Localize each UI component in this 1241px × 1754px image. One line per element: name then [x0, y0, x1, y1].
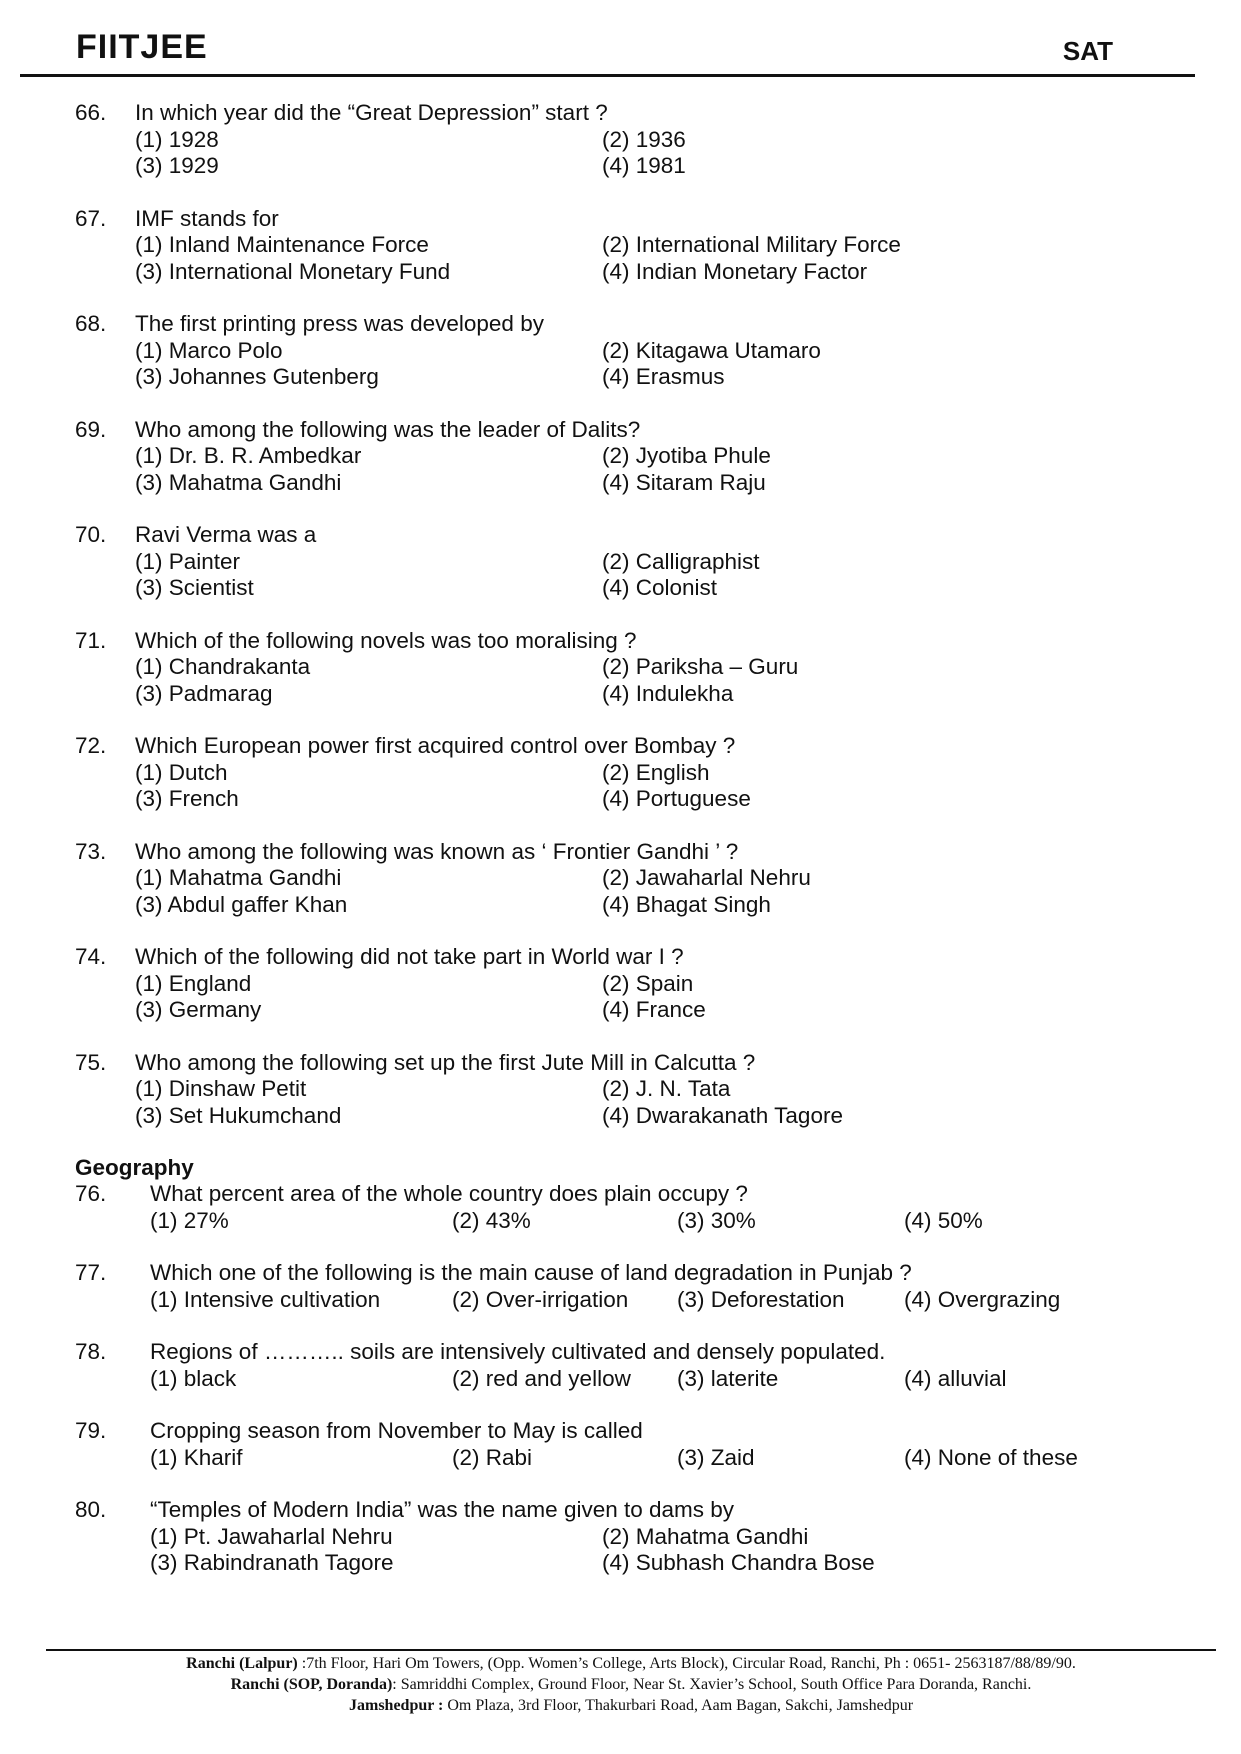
- question-text: Who among the following was known as ‘ Frontier Gandhi ’ ?: [135, 838, 739, 864]
- options-grid: [135, 1076, 1175, 1129]
- question-item: [75, 733, 1175, 813]
- question-text: Which of the following did not take part in World war I ?: [135, 944, 684, 969]
- question-line: [75, 839, 1175, 866]
- brand-logo: FIITJEE: [76, 28, 208, 66]
- question-text: The first printing press was developed by: [135, 311, 544, 336]
- answer-option: (1) 27%: [150, 1207, 229, 1233]
- answer-option: (3) French: [135, 786, 239, 811]
- question-item: [75, 1260, 1175, 1313]
- answer-option: (2) Over-irrigation: [452, 1286, 629, 1312]
- question-line: [75, 1260, 1175, 1287]
- question-number: 67.: [75, 205, 107, 231]
- footer-line: [46, 1674, 1216, 1695]
- answer-option: (2) Mahatma Gandhi: [602, 1523, 809, 1549]
- question-number: 72.: [75, 733, 107, 758]
- options-grid: [150, 1366, 1175, 1393]
- answer-option: (1) England: [135, 970, 252, 996]
- answer-option: (3) laterite: [677, 1365, 779, 1391]
- question-item: [75, 839, 1175, 919]
- answer-option: (3) Germany: [135, 997, 262, 1022]
- answer-option: (4) Overgrazing: [904, 1286, 1061, 1312]
- answer-option: (2) Rabi: [452, 1444, 533, 1470]
- question-text: What percent area of the whole country does plain occupy ?: [150, 1181, 748, 1206]
- question-text: Which of the following novels was too moralising ?: [135, 627, 637, 653]
- options-grid: [135, 654, 1175, 707]
- question-line: [75, 417, 1175, 444]
- options-grid: [150, 1287, 1175, 1314]
- answer-option: (3) Deforestation: [677, 1286, 845, 1312]
- question-text: Regions of ……….. soils are intensively cultivated and densely populated.: [150, 1339, 886, 1364]
- answer-option: (2) Jyotiba Phule: [602, 443, 771, 468]
- question-text: Cropping season from November to May is called: [150, 1418, 643, 1443]
- question-number: 70.: [75, 522, 107, 547]
- question-line: [75, 206, 1175, 233]
- options-grid: [150, 1445, 1175, 1472]
- answer-option: (4) 1981: [602, 153, 686, 178]
- options-grid: [135, 338, 1175, 391]
- question-item: [75, 1181, 1175, 1234]
- answer-option: (1) 1928: [135, 126, 219, 152]
- question-text: Which one of the following is the main cause of land degradation in Punjab ?: [150, 1260, 912, 1285]
- question-line: [75, 944, 1175, 971]
- answer-option: (4) Dwarakanath Tagore: [602, 1102, 843, 1128]
- answer-option: (3) Abdul gaffer Khan: [135, 891, 348, 917]
- question-number: 69.: [75, 416, 107, 442]
- footer-text: Om Plaza, 3rd Floor, Thakurbari Road, Aam Bagan, Sakchi, Jamshedpur: [443, 1697, 914, 1714]
- question-line: [75, 1497, 1175, 1524]
- question-number: 79.: [75, 1418, 107, 1443]
- question-text: In which year did the “Great Depression” start ?: [135, 100, 608, 125]
- options-grid: [135, 127, 1175, 180]
- answer-option: (1) Dr. B. R. Ambedkar: [135, 443, 362, 468]
- answer-option: (1) Painter: [135, 548, 241, 574]
- answer-option: (3) Rabindranath Tagore: [150, 1550, 394, 1575]
- question-line: [75, 1181, 1175, 1208]
- question-line: [75, 1050, 1175, 1077]
- question-number: 74.: [75, 944, 107, 969]
- answer-option: (2) red and yellow: [452, 1365, 631, 1391]
- question-item: [75, 417, 1175, 497]
- answer-option: (3) Padmarag: [135, 680, 273, 706]
- history-questions: [75, 100, 1175, 1129]
- answer-option: (4) Subhash Chandra Bose: [602, 1550, 875, 1575]
- answer-option: (1) Chandrakanta: [135, 654, 311, 679]
- question-item: [75, 311, 1175, 391]
- answer-option: (4) Bhagat Singh: [602, 891, 771, 917]
- question-content: [75, 100, 1175, 1603]
- answer-option: (2) Pariksha – Guru: [602, 654, 799, 679]
- answer-option: (4) alluvial: [904, 1365, 1007, 1391]
- answer-option: (3) International Monetary Fund: [135, 258, 451, 284]
- answer-option: (4) Portuguese: [602, 786, 751, 811]
- question-number: 71.: [75, 627, 107, 653]
- question-number: 76.: [75, 1181, 107, 1206]
- answer-option: (1) Inland Maintenance Force: [135, 232, 429, 257]
- answer-option: (3) Johannes Gutenberg: [135, 364, 379, 389]
- question-number: 80.: [75, 1497, 107, 1522]
- question-item: [75, 100, 1175, 180]
- answer-option: (2) Spain: [602, 970, 694, 996]
- question-line: [75, 311, 1175, 338]
- answer-option: (1) Pt. Jawaharlal Nehru: [150, 1523, 393, 1549]
- answer-option: (2) English: [602, 759, 710, 785]
- options-grid: [150, 1524, 1175, 1577]
- question-text: Which European power first acquired control over Bombay ?: [135, 733, 736, 758]
- footer-text: :7th Floor, Hari Om Towers, (Opp. Women’s College, Arts Block), Circular Road, Ranchi, Ph : 0651- 2563187/88/89/90.: [297, 1655, 1076, 1672]
- options-grid: [135, 760, 1175, 813]
- question-number: 75.: [75, 1049, 107, 1075]
- question-text: “Temples of Modern India” was the name given to dams by: [150, 1497, 735, 1522]
- question-item: [75, 206, 1175, 286]
- question-line: [75, 628, 1175, 655]
- answer-option: (1) Mahatma Gandhi: [135, 865, 342, 890]
- question-text: IMF stands for: [135, 205, 279, 231]
- exam-tag: SAT: [1062, 36, 1113, 66]
- answer-option: (3) 30%: [677, 1207, 756, 1233]
- footer-line: [46, 1653, 1216, 1674]
- question-line: [75, 1418, 1175, 1445]
- question-number: 73.: [75, 838, 107, 864]
- answer-option: (2) J. N. Tata: [602, 1076, 731, 1101]
- answer-option: (2) International Military Force: [602, 232, 901, 257]
- answer-option: (4) Indian Monetary Factor: [602, 258, 868, 284]
- options-grid: [135, 971, 1175, 1024]
- answer-option: (2) Kitagawa Utamaro: [602, 337, 821, 363]
- question-number: 77.: [75, 1260, 107, 1285]
- answer-option: (3) Scientist: [135, 575, 254, 600]
- options-grid: [150, 1208, 1175, 1235]
- footer-label: Ranchi (SOP, Doranda): [230, 1676, 393, 1693]
- answer-option: (2) 1936: [602, 126, 686, 152]
- section-heading-geography: Geography: [75, 1155, 194, 1180]
- footer-line: [46, 1695, 1216, 1716]
- answer-option: (3) Set Hukumchand: [135, 1102, 342, 1128]
- answer-option: (4) Indulekha: [602, 680, 734, 706]
- options-grid: [135, 443, 1175, 496]
- answer-option: (4) None of these: [904, 1444, 1078, 1470]
- question-number: 68.: [75, 311, 107, 336]
- question-item: [75, 944, 1175, 1024]
- answer-option: (1) Dinshaw Petit: [135, 1076, 307, 1101]
- answer-option: (2) 43%: [452, 1207, 531, 1233]
- answer-option: (1) Kharif: [150, 1444, 243, 1470]
- question-item: [75, 1050, 1175, 1130]
- question-text: Who among the following set up the first Jute Mill in Calcutta ?: [135, 1049, 756, 1075]
- answer-option: (1) Intensive cultivation: [150, 1286, 381, 1312]
- question-number: 66.: [75, 100, 107, 125]
- options-grid: [135, 865, 1175, 918]
- answer-option: (4) France: [602, 997, 706, 1022]
- answer-option: (4) Sitaram Raju: [602, 469, 766, 495]
- footer-label: Jamshedpur :: [348, 1697, 444, 1714]
- question-text: Ravi Verma was a: [135, 522, 317, 547]
- question-number: 78.: [75, 1339, 107, 1364]
- question-item: [75, 522, 1175, 602]
- options-grid: [135, 232, 1175, 285]
- answer-option: (3) Zaid: [677, 1444, 755, 1470]
- geography-questions: [75, 1181, 1175, 1577]
- answer-option: (1) Marco Polo: [135, 337, 283, 363]
- answer-option: (2) Calligraphist: [602, 548, 760, 574]
- answer-option: (2) Jawaharlal Nehru: [602, 865, 811, 890]
- footer-text: : Samriddhi Complex, Ground Floor, Near St. Xavier’s School, South Office Para Doranda, Ranchi.: [392, 1676, 1032, 1693]
- question-line: [75, 522, 1175, 549]
- answer-option: (4) Colonist: [602, 575, 718, 600]
- question-line: [75, 733, 1175, 760]
- options-grid: [135, 549, 1175, 602]
- question-item: [75, 628, 1175, 708]
- answer-option: (4) 50%: [904, 1207, 983, 1233]
- answer-option: (3) Mahatma Gandhi: [135, 469, 342, 495]
- question-text: Who among the following was the leader of Dalits?: [135, 416, 641, 442]
- question-item: [75, 1418, 1175, 1471]
- footer-label: Ranchi (Lalpur): [186, 1655, 298, 1672]
- page-header: [20, 28, 1195, 77]
- question-line: [75, 100, 1175, 127]
- page-footer: [46, 1649, 1216, 1716]
- question-item: [75, 1339, 1175, 1392]
- answer-option: (3) 1929: [135, 153, 219, 178]
- answer-option: (1) black: [150, 1365, 237, 1391]
- answer-option: (4) Erasmus: [602, 364, 725, 389]
- question-item: [75, 1497, 1175, 1577]
- answer-option: (1) Dutch: [135, 759, 228, 785]
- question-line: [75, 1339, 1175, 1366]
